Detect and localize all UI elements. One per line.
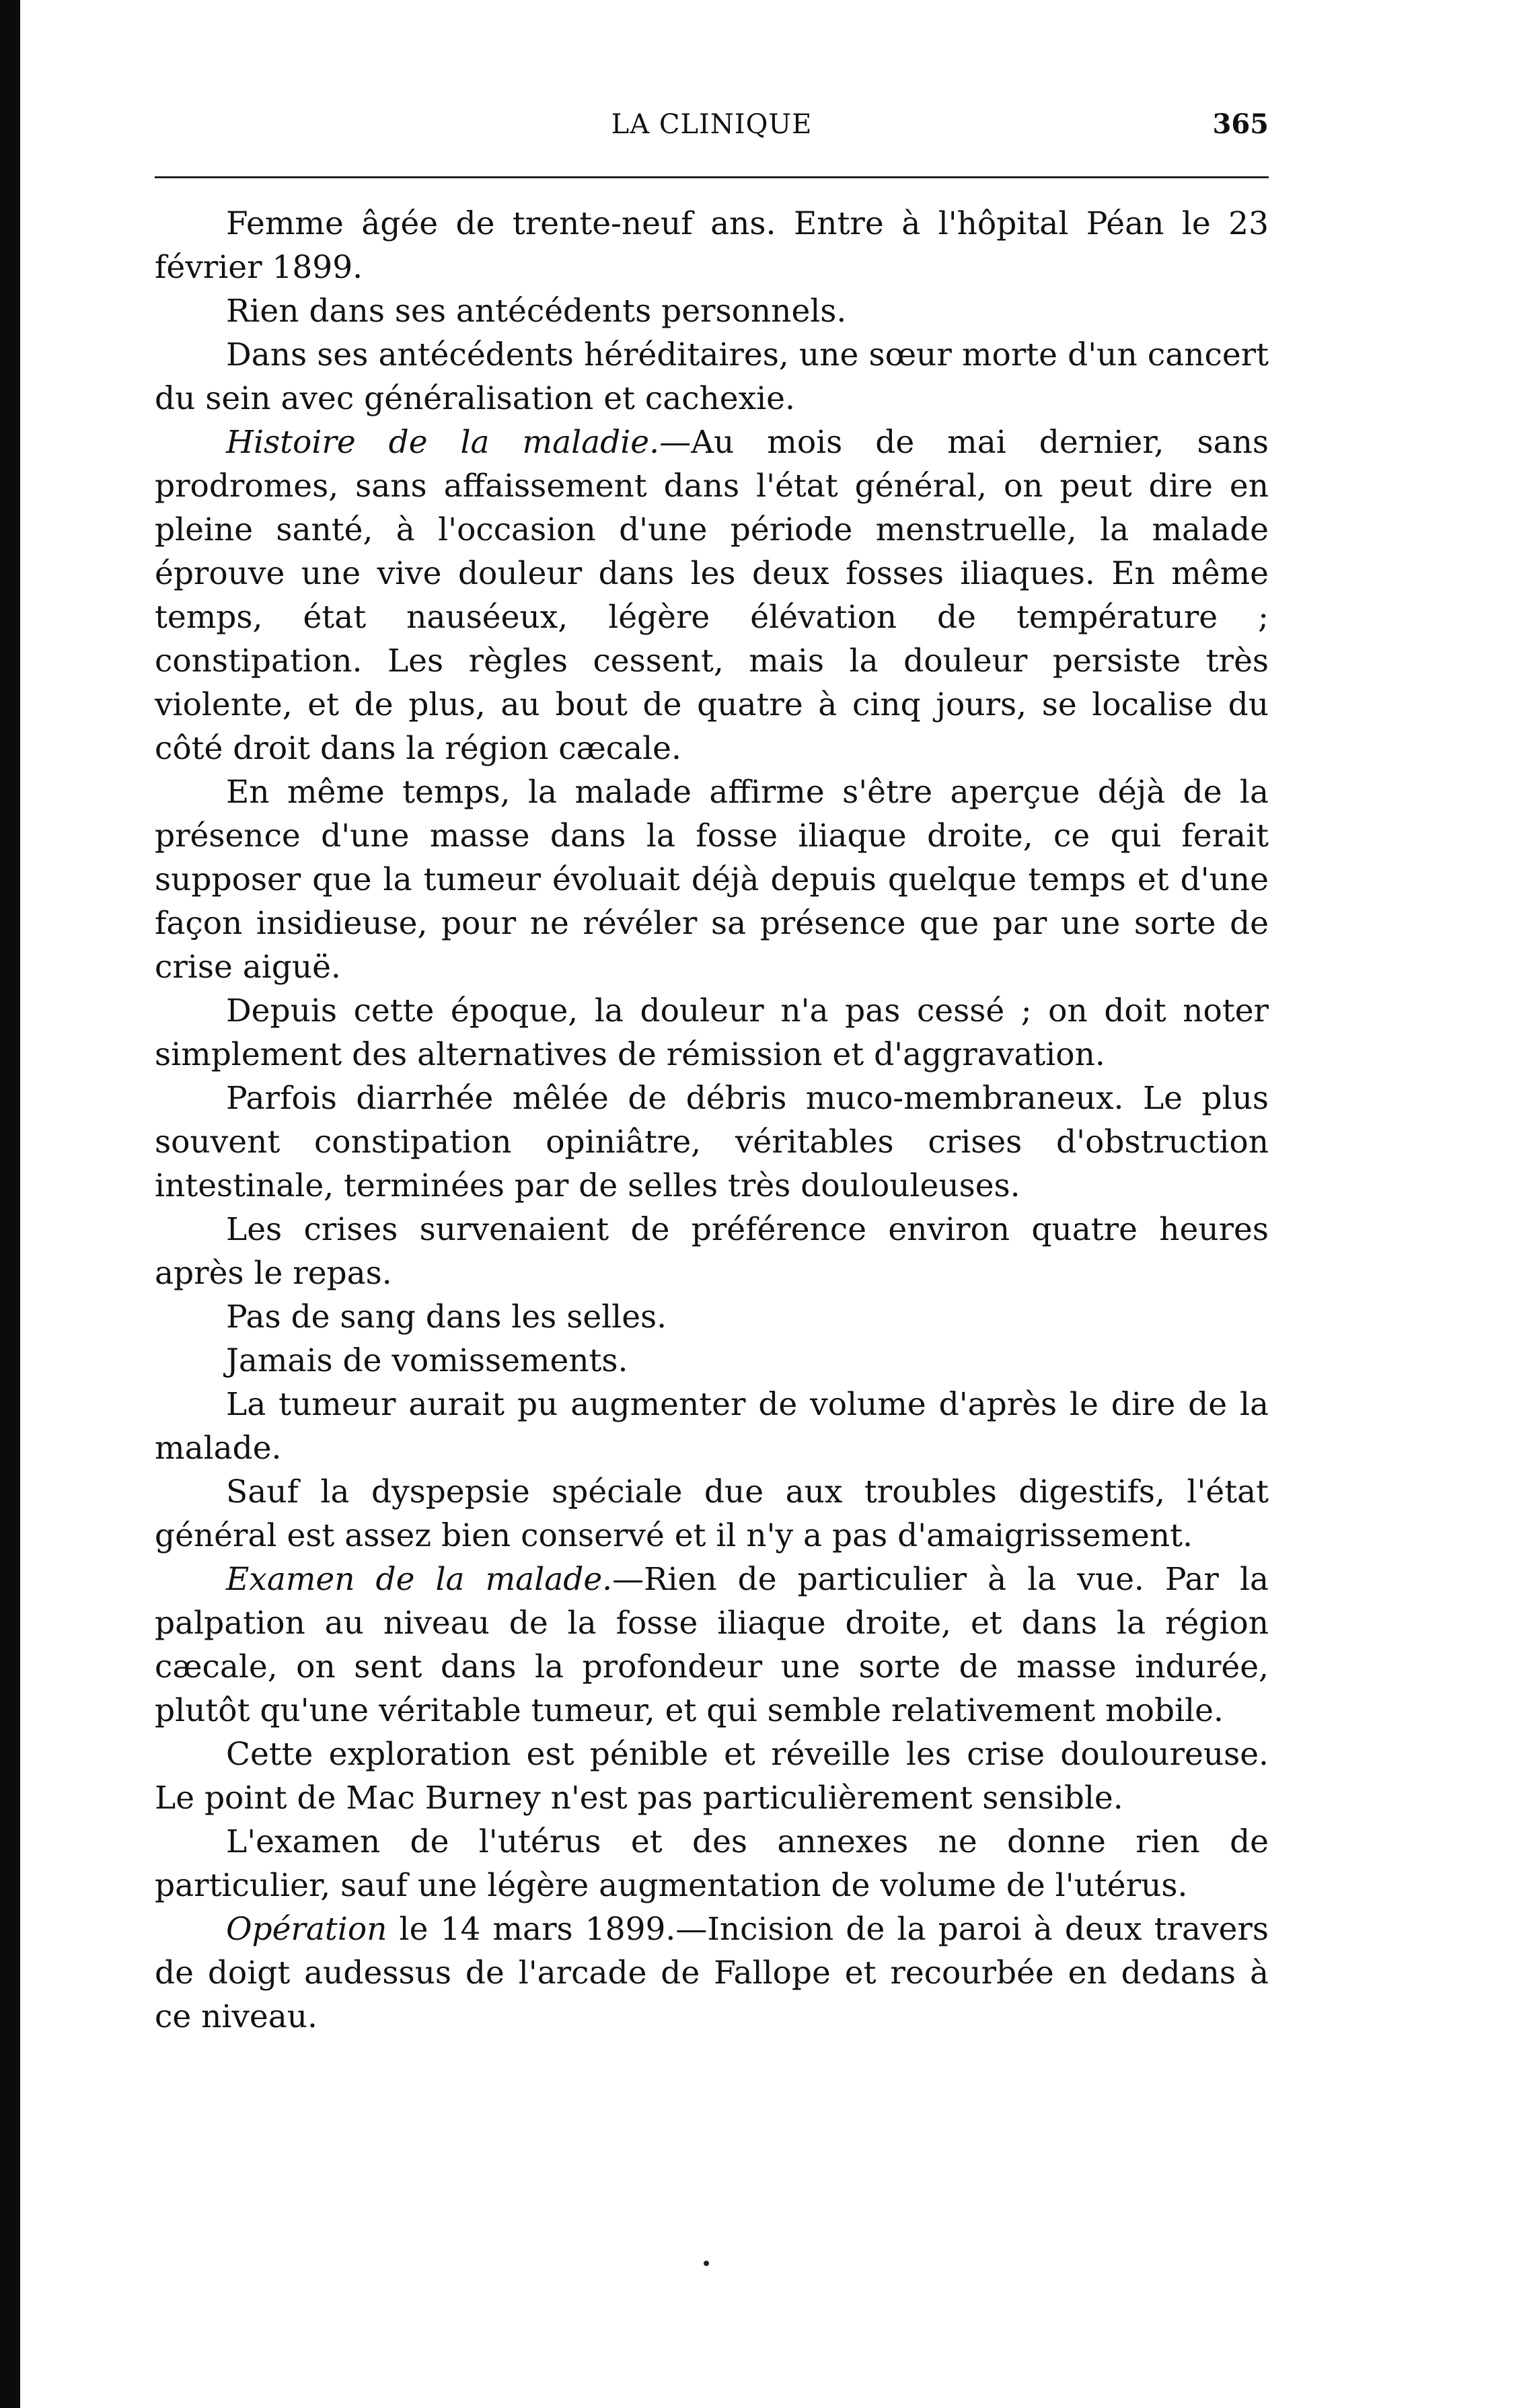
- paragraph-text: le 14 mars 1899.—Incision de la paroi à deux travers de doigt audessus de l'arcade de Fallope et recourbée en dedans à ce niveau.: [155, 1911, 1269, 2035]
- body-text: [155, 202, 1269, 2039]
- paragraph-14: [155, 1732, 1269, 1820]
- header-rule: [155, 176, 1269, 178]
- paragraph-text: Cette exploration est pénible et réveille les crise douloureuse. Le point de Mac Burney n'est pas particulièrement sensible.: [155, 1736, 1269, 1817]
- paragraph-4: [155, 421, 1269, 770]
- paragraph-text: La tumeur aurait pu augmenter de volume d'après le dire de la malade.: [155, 1386, 1269, 1467]
- paragraph-7: [155, 1077, 1269, 1208]
- paragraph-5: [155, 770, 1269, 989]
- page-number: 365: [1212, 108, 1269, 140]
- paragraph-text: En même temps, la malade affirme s'être aperçue déjà de la présence d'une masse dans la fosse iliaque droite, ce qui ferait supposer que la tumeur évoluait déjà depuis quelque temps et d'une façon insidieuse, pour ne révéler sa présence que par une sorte de crise aiguë.: [155, 774, 1269, 986]
- paragraph-text: Jamais de vomissements.: [226, 1342, 628, 1379]
- paragraph-text: —Rien de particulier à la vue. Par la palpation au niveau de la fosse iliaque droite, et dans la région cæcale, on sent dans la profondeur une sorte de masse indurée, plutôt qu'une véritable tumeur, et qui semble relativement mobile.: [155, 1561, 1269, 1729]
- section-heading-operation: Opération: [226, 1911, 387, 1948]
- paragraph-text: Dans ses antécédents héréditaires, une sœur morte d'un cancert du sein avec généralisation et cachexie.: [155, 336, 1269, 417]
- paragraph-2: [155, 289, 1269, 333]
- paragraph-13: [155, 1558, 1269, 1732]
- paragraph-text: Depuis cette époque, la douleur n'a pas cessé ; on doit noter simplement des alternatives de rémission et d'aggravation.: [155, 992, 1269, 1073]
- paragraph-text: L'examen de l'utérus et des annexes ne donne rien de particulier, sauf une légère augmentation de volume de l'utérus.: [155, 1823, 1269, 1904]
- print-speck: [704, 2261, 709, 2266]
- paragraph-15: [155, 1820, 1269, 1907]
- paragraph-text: Sauf la dyspepsie spéciale due aux troubles digestifs, l'état général est assez bien conservé et il n'y a pas d'amaigrissement.: [155, 1473, 1269, 1554]
- paragraph-9: [155, 1295, 1269, 1339]
- section-heading-histoire: Histoire de la maladie.: [226, 424, 660, 461]
- paragraph-6: [155, 989, 1269, 1077]
- paragraph-16: [155, 1907, 1269, 2039]
- paragraph-text: —Au mois de mai dernier, sans prodromes, sans affaissement dans l'état général, on peut dire en pleine santé, à l'occasion d'une période menstruelle, la malade éprouve une vive douleur dans les deux fosses iliaques. En même temps, état nauséeux, légère élévation de température ; constipation. Les règles cessent, mais la douleur persiste très violente, et de plus, au bout de quatre à cinq jours, se localise du côté droit dans la région cæcale.: [155, 424, 1269, 767]
- paragraph-12: [155, 1470, 1269, 1558]
- running-head: [155, 104, 1269, 145]
- binding-edge: [0, 0, 20, 2408]
- paragraph-text: Parfois diarrhée mêlée de débris muco-membraneux. Le plus souvent constipation opiniâtre, véritables crises d'obstruction intestinale, terminées par de selles très doulouleuses.: [155, 1080, 1269, 1204]
- paragraph-8: [155, 1208, 1269, 1295]
- section-heading-examen: Examen de la malade.: [226, 1561, 613, 1598]
- paragraph-10: [155, 1339, 1269, 1383]
- paragraph-text: Femme âgée de trente-neuf ans. Entre à l'hôpital Péan le 23 février 1899.: [155, 205, 1269, 286]
- running-title: LA CLINIQUE: [611, 109, 813, 140]
- paragraph-text: Pas de sang dans les selles.: [226, 1299, 667, 1336]
- paragraph-text: Rien dans ses antécédents personnels.: [226, 293, 847, 330]
- paragraph-11: [155, 1383, 1269, 1470]
- paragraph-3: [155, 333, 1269, 421]
- paragraph-1: [155, 202, 1269, 289]
- paragraph-text: Les crises survenaient de préférence environ quatre heures après le repas.: [155, 1211, 1269, 1292]
